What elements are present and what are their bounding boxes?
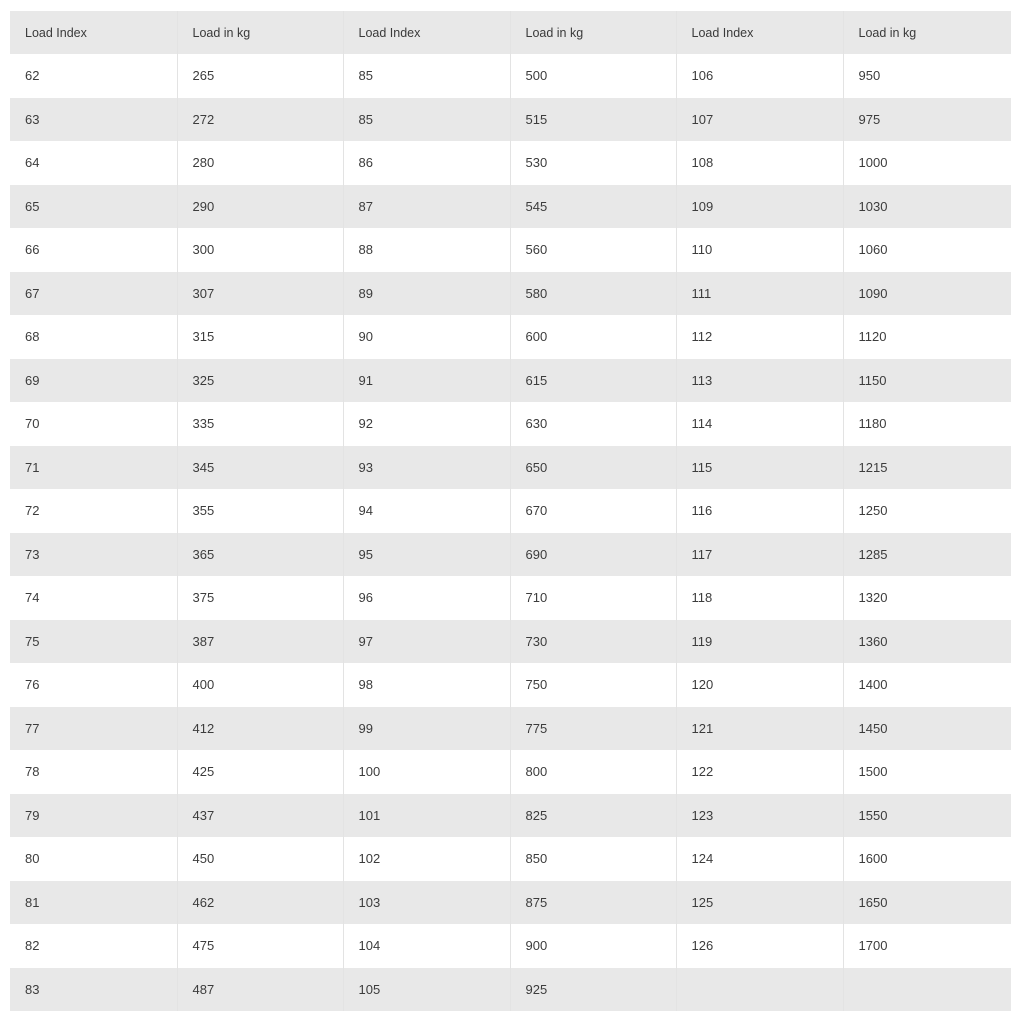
load-kg-cell: 1150 <box>858 372 887 388</box>
load-kg-cell: 387 <box>177 620 343 664</box>
load-kg-cell: 1320 <box>858 590 888 606</box>
load-index-cell: 125 <box>676 881 843 925</box>
load-index-table <box>10 11 1011 1011</box>
load-index-cell: 126 <box>676 924 843 968</box>
load-index-cell: 97 <box>343 620 510 664</box>
load-index-cell: 82 <box>10 924 177 968</box>
load-index-cell: 68 <box>10 315 177 359</box>
load-index-cell: 101 <box>343 794 510 838</box>
load-kg-cell: 615 <box>510 359 676 403</box>
load-kg-cell: 400 <box>177 663 343 707</box>
table-row <box>10 359 1011 403</box>
load-kg-cell: 365 <box>177 533 343 577</box>
load-kg-cell: 1500 <box>858 764 888 780</box>
header-load-index-2: Load Index <box>343 11 510 54</box>
load-index-cell: 80 <box>10 837 177 881</box>
load-index-cell: 106 <box>676 54 843 98</box>
table-row <box>10 228 1011 272</box>
load-kg-cell: 437 <box>177 794 343 838</box>
load-index-cell: 69 <box>10 359 177 403</box>
load-kg-cell: 530 <box>510 141 676 185</box>
load-index-cell: 64 <box>10 141 177 185</box>
load-kg-cell: 950 <box>858 68 881 84</box>
table-row <box>10 620 1011 664</box>
load-kg-cell: 1360 <box>858 633 888 649</box>
load-index-cell: 92 <box>343 402 510 446</box>
load-index-cell: 114 <box>676 402 843 446</box>
load-index-cell: 119 <box>676 620 843 664</box>
load-index-cell: 85 <box>343 98 510 142</box>
load-index-cell: 81 <box>10 881 177 925</box>
load-kg-cell: 975 <box>858 111 881 127</box>
load-kg-cell: 730 <box>510 620 676 664</box>
load-index-cell <box>676 968 843 1012</box>
load-index-cell: 96 <box>343 576 510 620</box>
load-kg-cell: 412 <box>177 707 343 751</box>
header-load-index-1: Load Index <box>10 11 177 54</box>
header-row <box>10 11 1011 54</box>
load-index-cell: 70 <box>10 402 177 446</box>
load-index-cell: 113 <box>676 359 843 403</box>
load-kg-cell: 500 <box>510 54 676 98</box>
table-row <box>10 185 1011 229</box>
table-row <box>10 881 1011 925</box>
load-kg-cell: 1000 <box>858 155 888 171</box>
load-kg-cell: 355 <box>177 489 343 533</box>
load-index-cell: 73 <box>10 533 177 577</box>
table-row <box>10 402 1011 446</box>
load-kg-cell: 462 <box>177 881 343 925</box>
table-row <box>10 446 1011 490</box>
load-kg-cell: 272 <box>177 98 343 142</box>
load-index-cell: 108 <box>676 141 843 185</box>
load-kg-cell: 630 <box>510 402 676 446</box>
table-body <box>10 54 1011 1011</box>
load-index-cell: 86 <box>343 141 510 185</box>
load-kg-cell: 345 <box>177 446 343 490</box>
load-index-cell: 104 <box>343 924 510 968</box>
header-load-kg-1: Load in kg <box>177 11 343 54</box>
load-index-cell: 99 <box>343 707 510 751</box>
table-row <box>10 141 1011 185</box>
load-index-cell: 67 <box>10 272 177 316</box>
table-row <box>10 489 1011 533</box>
table-row <box>10 924 1011 968</box>
table-row <box>10 272 1011 316</box>
table-row <box>10 750 1011 794</box>
table-row <box>10 794 1011 838</box>
load-kg-cell: 800 <box>510 750 676 794</box>
load-kg-cell: 290 <box>177 185 343 229</box>
load-kg-cell: 775 <box>510 707 676 751</box>
load-index-cell: 102 <box>343 837 510 881</box>
table-row <box>10 315 1011 359</box>
load-kg-cell: 560 <box>510 228 676 272</box>
load-kg-cell: 265 <box>177 54 343 98</box>
load-kg-cell: 300 <box>177 228 343 272</box>
load-kg-cell: 315 <box>177 315 343 359</box>
load-index-cell: 124 <box>676 837 843 881</box>
load-index-cell: 90 <box>343 315 510 359</box>
load-index-cell: 65 <box>10 185 177 229</box>
load-index-cell: 94 <box>343 489 510 533</box>
load-kg-cell: 325 <box>177 359 343 403</box>
load-index-cell: 98 <box>343 663 510 707</box>
load-kg-cell: 650 <box>510 446 676 490</box>
table-row <box>10 663 1011 707</box>
load-index-cell: 74 <box>10 576 177 620</box>
load-kg-cell: 1120 <box>858 329 887 345</box>
load-index-cell: 115 <box>676 446 843 490</box>
load-index-cell: 118 <box>676 576 843 620</box>
load-kg-cell: 1060 <box>858 242 888 258</box>
table-row <box>10 54 1011 98</box>
load-kg-cell: 1600 <box>858 851 888 867</box>
load-kg-cell: 600 <box>510 315 676 359</box>
load-index-table-container <box>10 11 1011 1011</box>
load-index-cell: 109 <box>676 185 843 229</box>
table-row <box>10 968 1011 1012</box>
load-kg-cell: 1250 <box>858 503 888 519</box>
load-index-cell: 121 <box>676 707 843 751</box>
load-kg-cell: 1450 <box>858 720 888 736</box>
load-index-cell: 122 <box>676 750 843 794</box>
load-kg-cell: 425 <box>177 750 343 794</box>
header-load-index-3: Load Index <box>676 11 843 54</box>
load-index-cell: 91 <box>343 359 510 403</box>
load-kg-cell: 690 <box>510 533 676 577</box>
load-kg-cell: 1180 <box>858 416 887 432</box>
load-kg-cell: 307 <box>177 272 343 316</box>
load-index-cell: 95 <box>343 533 510 577</box>
load-kg-cell: 1090 <box>858 285 888 301</box>
load-index-cell: 89 <box>343 272 510 316</box>
load-index-cell: 112 <box>676 315 843 359</box>
load-index-cell: 87 <box>343 185 510 229</box>
load-kg-cell: 875 <box>510 881 676 925</box>
load-kg-cell: 1550 <box>858 807 888 823</box>
header-load-kg-3: Load in kg <box>858 25 917 40</box>
load-kg-cell: 1400 <box>858 677 888 693</box>
load-index-cell: 71 <box>10 446 177 490</box>
load-kg-cell: 750 <box>510 663 676 707</box>
load-index-cell: 63 <box>10 98 177 142</box>
load-kg-cell: 375 <box>177 576 343 620</box>
load-kg-cell: 335 <box>177 402 343 446</box>
load-index-cell: 62 <box>10 54 177 98</box>
table-header <box>10 11 1011 54</box>
load-kg-cell: 1285 <box>858 546 888 562</box>
load-kg-cell: 850 <box>510 837 676 881</box>
load-kg-cell: 450 <box>177 837 343 881</box>
load-index-cell: 85 <box>343 54 510 98</box>
load-index-cell: 105 <box>343 968 510 1012</box>
load-kg-cell: 670 <box>510 489 676 533</box>
load-index-cell: 123 <box>676 794 843 838</box>
load-index-cell: 110 <box>676 228 843 272</box>
load-index-cell: 117 <box>676 533 843 577</box>
load-index-cell: 111 <box>676 272 843 316</box>
load-kg-cell: 1700 <box>858 938 888 954</box>
load-kg-cell: 475 <box>177 924 343 968</box>
load-index-cell: 88 <box>343 228 510 272</box>
load-index-cell: 116 <box>676 489 843 533</box>
load-index-cell: 83 <box>10 968 177 1012</box>
load-index-cell: 79 <box>10 794 177 838</box>
load-index-cell: 103 <box>343 881 510 925</box>
load-index-cell: 72 <box>10 489 177 533</box>
load-index-cell: 77 <box>10 707 177 751</box>
load-kg-cell: 487 <box>177 968 343 1012</box>
load-index-cell: 66 <box>10 228 177 272</box>
load-kg-cell <box>843 968 1011 1012</box>
load-kg-cell: 1650 <box>858 894 888 910</box>
load-kg-cell: 900 <box>510 924 676 968</box>
load-kg-cell: 1215 <box>858 459 888 475</box>
load-index-cell: 100 <box>343 750 510 794</box>
table-row <box>10 837 1011 881</box>
table-row <box>10 98 1011 142</box>
table-row <box>10 533 1011 577</box>
load-kg-cell: 545 <box>510 185 676 229</box>
load-index-cell: 120 <box>676 663 843 707</box>
load-index-cell: 76 <box>10 663 177 707</box>
load-index-cell: 107 <box>676 98 843 142</box>
load-kg-cell: 515 <box>510 98 676 142</box>
load-index-cell: 78 <box>10 750 177 794</box>
load-kg-cell: 280 <box>177 141 343 185</box>
load-index-cell: 75 <box>10 620 177 664</box>
load-kg-cell: 580 <box>510 272 676 316</box>
load-kg-cell: 925 <box>510 968 676 1012</box>
table-row <box>10 576 1011 620</box>
load-index-cell: 93 <box>343 446 510 490</box>
load-kg-cell: 710 <box>510 576 676 620</box>
load-kg-cell: 825 <box>510 794 676 838</box>
load-kg-cell: 1030 <box>858 198 888 214</box>
header-load-kg-2: Load in kg <box>510 11 676 54</box>
table-row <box>10 707 1011 751</box>
